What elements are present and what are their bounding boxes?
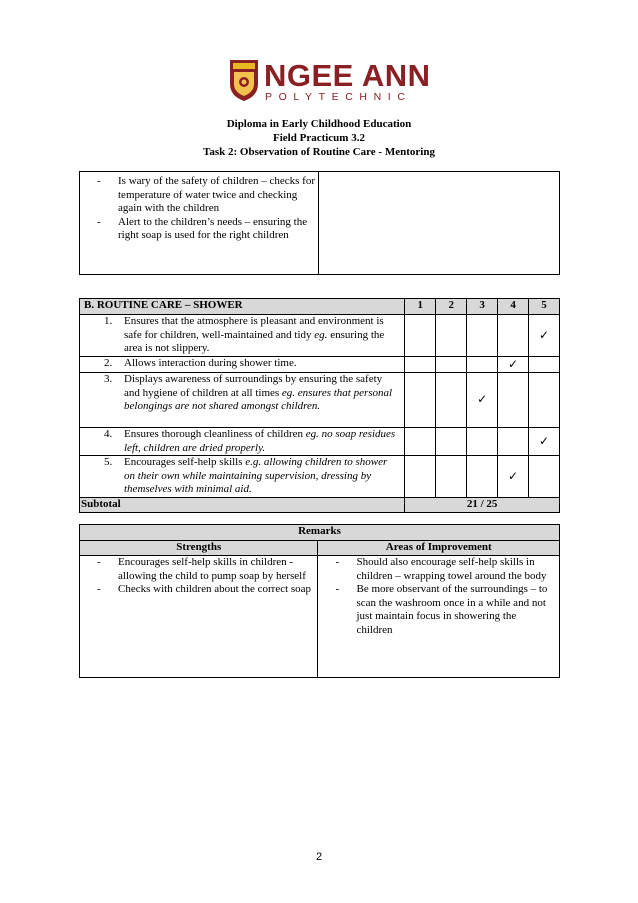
list-item: - Should also encourage self-help skills in children – wrapping towel around the body xyxy=(335,556,547,582)
practicum-title: Field Practicum 3.2 xyxy=(273,132,365,144)
strengths-cell xyxy=(80,556,318,678)
list-item: - Is wary of the safety of children – checks for temperature of water twice and checking again with the children xyxy=(97,175,316,214)
table-row: 1. Ensures that the atmosphere is pleasant and environment is safe for children, well-maintained and tidy eg. ensuring the area is not slippery. ✓ xyxy=(80,315,560,357)
list-item: - Checks with children about the correct soap xyxy=(97,583,312,595)
program-title: Diploma in Early Childhood Education xyxy=(226,118,412,130)
check-mark: ✓ xyxy=(467,373,498,428)
logo-wordmark: NGEE ANN xyxy=(264,58,431,93)
remarks-table xyxy=(79,524,560,678)
check-mark: ✓ xyxy=(529,315,560,357)
scale-3: 3 xyxy=(467,299,498,315)
check-mark: ✓ xyxy=(529,428,560,456)
table-row: 3. Displays awareness of surroundings by ensuring the safety and hygiene of children at all times eg. ensures that personal belongings are not shared amongst children. ✓ xyxy=(80,373,560,428)
ngee-ann-logo xyxy=(228,58,431,108)
logo-subtitle: POLYTECHNIC xyxy=(265,91,412,103)
section-title: B. ROUTINE CARE – SHOWER xyxy=(80,299,405,315)
improvement-cell xyxy=(318,556,560,678)
section-header-row xyxy=(80,299,560,315)
empty-cell xyxy=(319,172,560,275)
list-item: - Be more observant of the surroundings – to scan the washroom once in a while and not just maintain focus in showering the children xyxy=(335,583,548,636)
improvement-heading: Areas of Improvement xyxy=(318,541,560,556)
list-item: - Alert to the children’s needs – ensuring the right soap is used for the right children xyxy=(97,215,308,241)
crest-icon xyxy=(228,58,260,102)
check-mark: ✓ xyxy=(498,357,529,373)
routine-care-table xyxy=(79,298,560,513)
table-row: 2. Allows interaction during shower time. ✓ xyxy=(80,357,560,373)
scale-2: 2 xyxy=(436,299,467,315)
table-row: 5. Encourages self-help skills e.g. allowing children to shower on their own while maintaining supervision, dressing by themselves with minimal aid. ✓ xyxy=(80,456,560,498)
subtotal-label: Subtotal xyxy=(80,498,405,513)
list-item: - Encourages self-help skills in children - allowing the child to pump soap by herself xyxy=(97,556,306,582)
subtotal-row xyxy=(80,498,560,513)
continuation-cell xyxy=(80,172,319,275)
strengths-heading: Strengths xyxy=(80,541,318,556)
check-mark: ✓ xyxy=(498,456,529,498)
task-title: Task 2: Observation of Routine Care - Mentoring xyxy=(203,146,435,158)
scale-5: 5 xyxy=(529,299,560,315)
page-number: 2 xyxy=(315,851,323,863)
subtotal-value: 21 / 25 xyxy=(405,498,560,513)
continuation-table xyxy=(79,171,560,275)
scale-1: 1 xyxy=(405,299,436,315)
scale-4: 4 xyxy=(498,299,529,315)
table-row: 4. Ensures thorough cleanliness of children eg. no soap residues left, children are dried properly. ✓ xyxy=(80,428,560,456)
remarks-heading: Remarks xyxy=(80,525,560,541)
